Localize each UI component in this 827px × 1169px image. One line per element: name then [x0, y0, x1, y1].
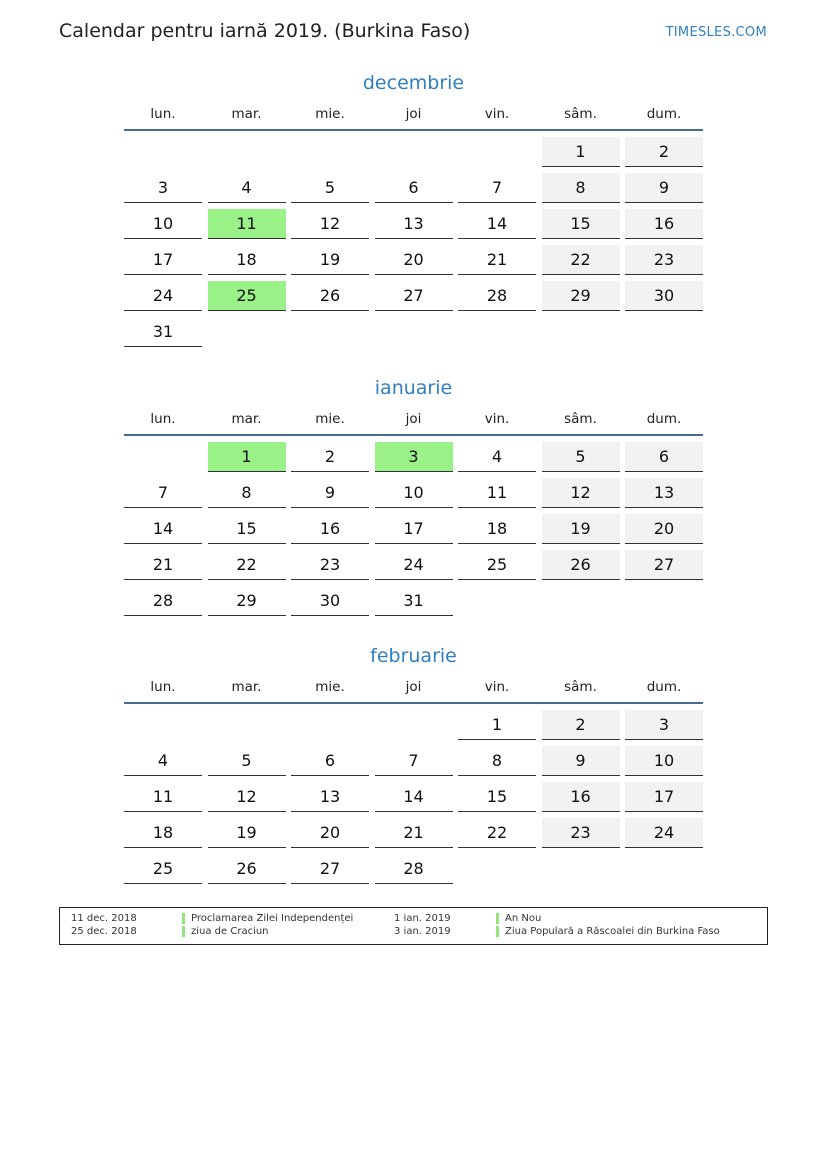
empty-day-cell [458, 317, 536, 347]
day-cell: 6 [291, 746, 369, 776]
day-cell: 2 [542, 710, 620, 740]
empty-day-cell [625, 586, 703, 616]
day-cell: 22 [542, 245, 620, 275]
holiday-legend [59, 907, 768, 945]
empty-day-cell [208, 137, 286, 167]
month-title: ianuarie [374, 377, 453, 399]
week-row [124, 243, 703, 279]
day-cell: 4 [458, 442, 536, 472]
day-cell: 31 [124, 317, 202, 347]
legend-date: 1 ian. 2019 [394, 913, 451, 924]
weekday-label: dum. [646, 679, 682, 695]
week-row [124, 852, 703, 888]
empty-day-cell [458, 137, 536, 167]
day-cell: 7 [375, 746, 453, 776]
day-cell: 23 [542, 818, 620, 848]
weekday-label: sâm. [564, 411, 597, 427]
week-row [124, 207, 703, 243]
day-cell: 20 [291, 818, 369, 848]
day-cell: 1 [542, 137, 620, 167]
day-cell: 1 [458, 710, 536, 740]
day-cell: 11 [124, 782, 202, 812]
empty-day-cell [625, 317, 703, 347]
day-cell: 7 [458, 173, 536, 203]
day-cell: 21 [458, 245, 536, 275]
day-cell: 5 [208, 746, 286, 776]
month-title: februarie [370, 645, 457, 667]
weeks-grid [124, 440, 703, 620]
legend-holiday-name: Proclamarea Zilei Independenței [182, 913, 353, 924]
day-cell: 23 [625, 245, 703, 275]
day-cell: 2 [291, 442, 369, 472]
week-row [124, 171, 703, 207]
day-cell: 7 [124, 478, 202, 508]
day-cell: 8 [208, 478, 286, 508]
weekday-header-row [124, 408, 703, 436]
weekday-label: mie. [315, 679, 345, 695]
day-cell: 29 [542, 281, 620, 311]
empty-day-cell [542, 854, 620, 884]
day-cell: 6 [625, 442, 703, 472]
day-cell: 5 [542, 442, 620, 472]
weekday-label: vin. [484, 679, 510, 695]
holiday-day-cell: 11 [208, 209, 286, 239]
day-cell: 19 [291, 245, 369, 275]
weekday-label: mie. [315, 411, 345, 427]
day-cell: 25 [124, 854, 202, 884]
day-cell: 18 [208, 245, 286, 275]
day-cell: 10 [124, 209, 202, 239]
day-cell: 27 [625, 550, 703, 580]
day-cell: 3 [625, 710, 703, 740]
day-cell: 30 [291, 586, 369, 616]
legend-holiday-name: An Nou [496, 913, 541, 924]
empty-day-cell [291, 137, 369, 167]
day-cell: 17 [625, 782, 703, 812]
weekday-label: vin. [484, 411, 510, 427]
day-cell: 2 [625, 137, 703, 167]
weekday-label: vin. [484, 106, 510, 122]
day-cell: 16 [291, 514, 369, 544]
empty-day-cell [124, 710, 202, 740]
day-cell: 31 [375, 586, 453, 616]
day-cell: 28 [124, 586, 202, 616]
day-cell: 13 [291, 782, 369, 812]
holiday-day-cell: 1 [208, 442, 286, 472]
weekday-label: dum. [646, 411, 682, 427]
empty-day-cell [291, 710, 369, 740]
weekday-header-row [124, 676, 703, 704]
day-cell: 9 [625, 173, 703, 203]
day-cell: 9 [291, 478, 369, 508]
day-cell: 13 [625, 478, 703, 508]
empty-day-cell [208, 317, 286, 347]
day-cell: 12 [208, 782, 286, 812]
day-cell: 24 [124, 281, 202, 311]
day-cell: 18 [458, 514, 536, 544]
day-cell: 19 [542, 514, 620, 544]
day-cell: 19 [208, 818, 286, 848]
day-cell: 5 [291, 173, 369, 203]
empty-day-cell [375, 710, 453, 740]
empty-day-cell [458, 586, 536, 616]
day-cell: 15 [208, 514, 286, 544]
month-title: decembrie [362, 72, 465, 94]
page-title: Calendar pentru iarnă 2019. (Burkina Faso) [59, 20, 471, 42]
weekday-label: sâm. [564, 679, 597, 695]
weekday-header-row [124, 103, 703, 131]
day-cell: 27 [375, 281, 453, 311]
weekday-label: joi [405, 411, 422, 427]
weekday-label: joi [405, 106, 422, 122]
day-cell: 3 [124, 173, 202, 203]
empty-day-cell [625, 854, 703, 884]
day-cell: 16 [542, 782, 620, 812]
day-cell: 28 [458, 281, 536, 311]
day-cell: 17 [124, 245, 202, 275]
week-row [124, 744, 703, 780]
week-row [124, 440, 703, 476]
week-row [124, 780, 703, 816]
legend-date: 11 dec. 2018 [71, 913, 137, 924]
weekday-label: joi [405, 679, 422, 695]
day-cell: 16 [625, 209, 703, 239]
empty-day-cell [124, 442, 202, 472]
day-cell: 29 [208, 586, 286, 616]
day-cell: 18 [124, 818, 202, 848]
legend-date: 3 ian. 2019 [394, 926, 451, 937]
week-row [124, 708, 703, 744]
week-row [124, 315, 703, 351]
weekday-label: mar. [231, 106, 262, 122]
month-january [124, 375, 703, 620]
day-cell: 10 [625, 746, 703, 776]
weeks-grid [124, 135, 703, 351]
day-cell: 30 [625, 281, 703, 311]
day-cell: 13 [375, 209, 453, 239]
empty-day-cell [458, 854, 536, 884]
legend-date: 25 dec. 2018 [71, 926, 137, 937]
day-cell: 14 [458, 209, 536, 239]
weekday-label: lun. [150, 411, 176, 427]
week-row [124, 476, 703, 512]
day-cell: 15 [542, 209, 620, 239]
day-cell: 20 [625, 514, 703, 544]
weeks-grid [124, 708, 703, 888]
holiday-day-cell: 3 [375, 442, 453, 472]
day-cell: 14 [124, 514, 202, 544]
day-cell: 4 [124, 746, 202, 776]
day-cell: 4 [208, 173, 286, 203]
empty-day-cell [291, 317, 369, 347]
weekday-label: lun. [150, 679, 176, 695]
day-cell: 9 [542, 746, 620, 776]
legend-holiday-name: ziua de Craciun [182, 926, 269, 937]
empty-day-cell [375, 137, 453, 167]
day-cell: 22 [208, 550, 286, 580]
day-cell: 11 [458, 478, 536, 508]
week-row [124, 548, 703, 584]
week-row [124, 135, 703, 171]
day-cell: 8 [542, 173, 620, 203]
week-row [124, 584, 703, 620]
weekday-label: dum. [646, 106, 682, 122]
day-cell: 21 [375, 818, 453, 848]
weekday-label: lun. [150, 106, 176, 122]
day-cell: 27 [291, 854, 369, 884]
day-cell: 26 [542, 550, 620, 580]
day-cell: 6 [375, 173, 453, 203]
day-cell: 14 [375, 782, 453, 812]
brand-logo-text[interactable]: TIMESLES.COM [665, 25, 767, 40]
day-cell: 21 [124, 550, 202, 580]
day-cell: 25 [458, 550, 536, 580]
day-cell: 24 [625, 818, 703, 848]
empty-day-cell [542, 586, 620, 616]
day-cell: 17 [375, 514, 453, 544]
weekday-label: mar. [231, 679, 262, 695]
weekday-label: sâm. [564, 106, 597, 122]
day-cell: 23 [291, 550, 369, 580]
day-cell: 8 [458, 746, 536, 776]
day-cell: 26 [291, 281, 369, 311]
week-row [124, 512, 703, 548]
month-february [124, 643, 703, 888]
day-cell: 12 [542, 478, 620, 508]
month-december [124, 70, 703, 351]
day-cell: 20 [375, 245, 453, 275]
holiday-day-cell: 25 [208, 281, 286, 311]
day-cell: 12 [291, 209, 369, 239]
day-cell: 22 [458, 818, 536, 848]
day-cell: 28 [375, 854, 453, 884]
day-cell: 26 [208, 854, 286, 884]
empty-day-cell [542, 317, 620, 347]
weekday-label: mar. [231, 411, 262, 427]
weekday-label: mie. [315, 106, 345, 122]
week-row [124, 816, 703, 852]
day-cell: 24 [375, 550, 453, 580]
day-cell: 15 [458, 782, 536, 812]
legend-holiday-name: Ziua Populară a Răscoalei din Burkina Faso [496, 926, 720, 937]
week-row [124, 279, 703, 315]
empty-day-cell [208, 710, 286, 740]
empty-day-cell [375, 317, 453, 347]
empty-day-cell [124, 137, 202, 167]
day-cell: 10 [375, 478, 453, 508]
